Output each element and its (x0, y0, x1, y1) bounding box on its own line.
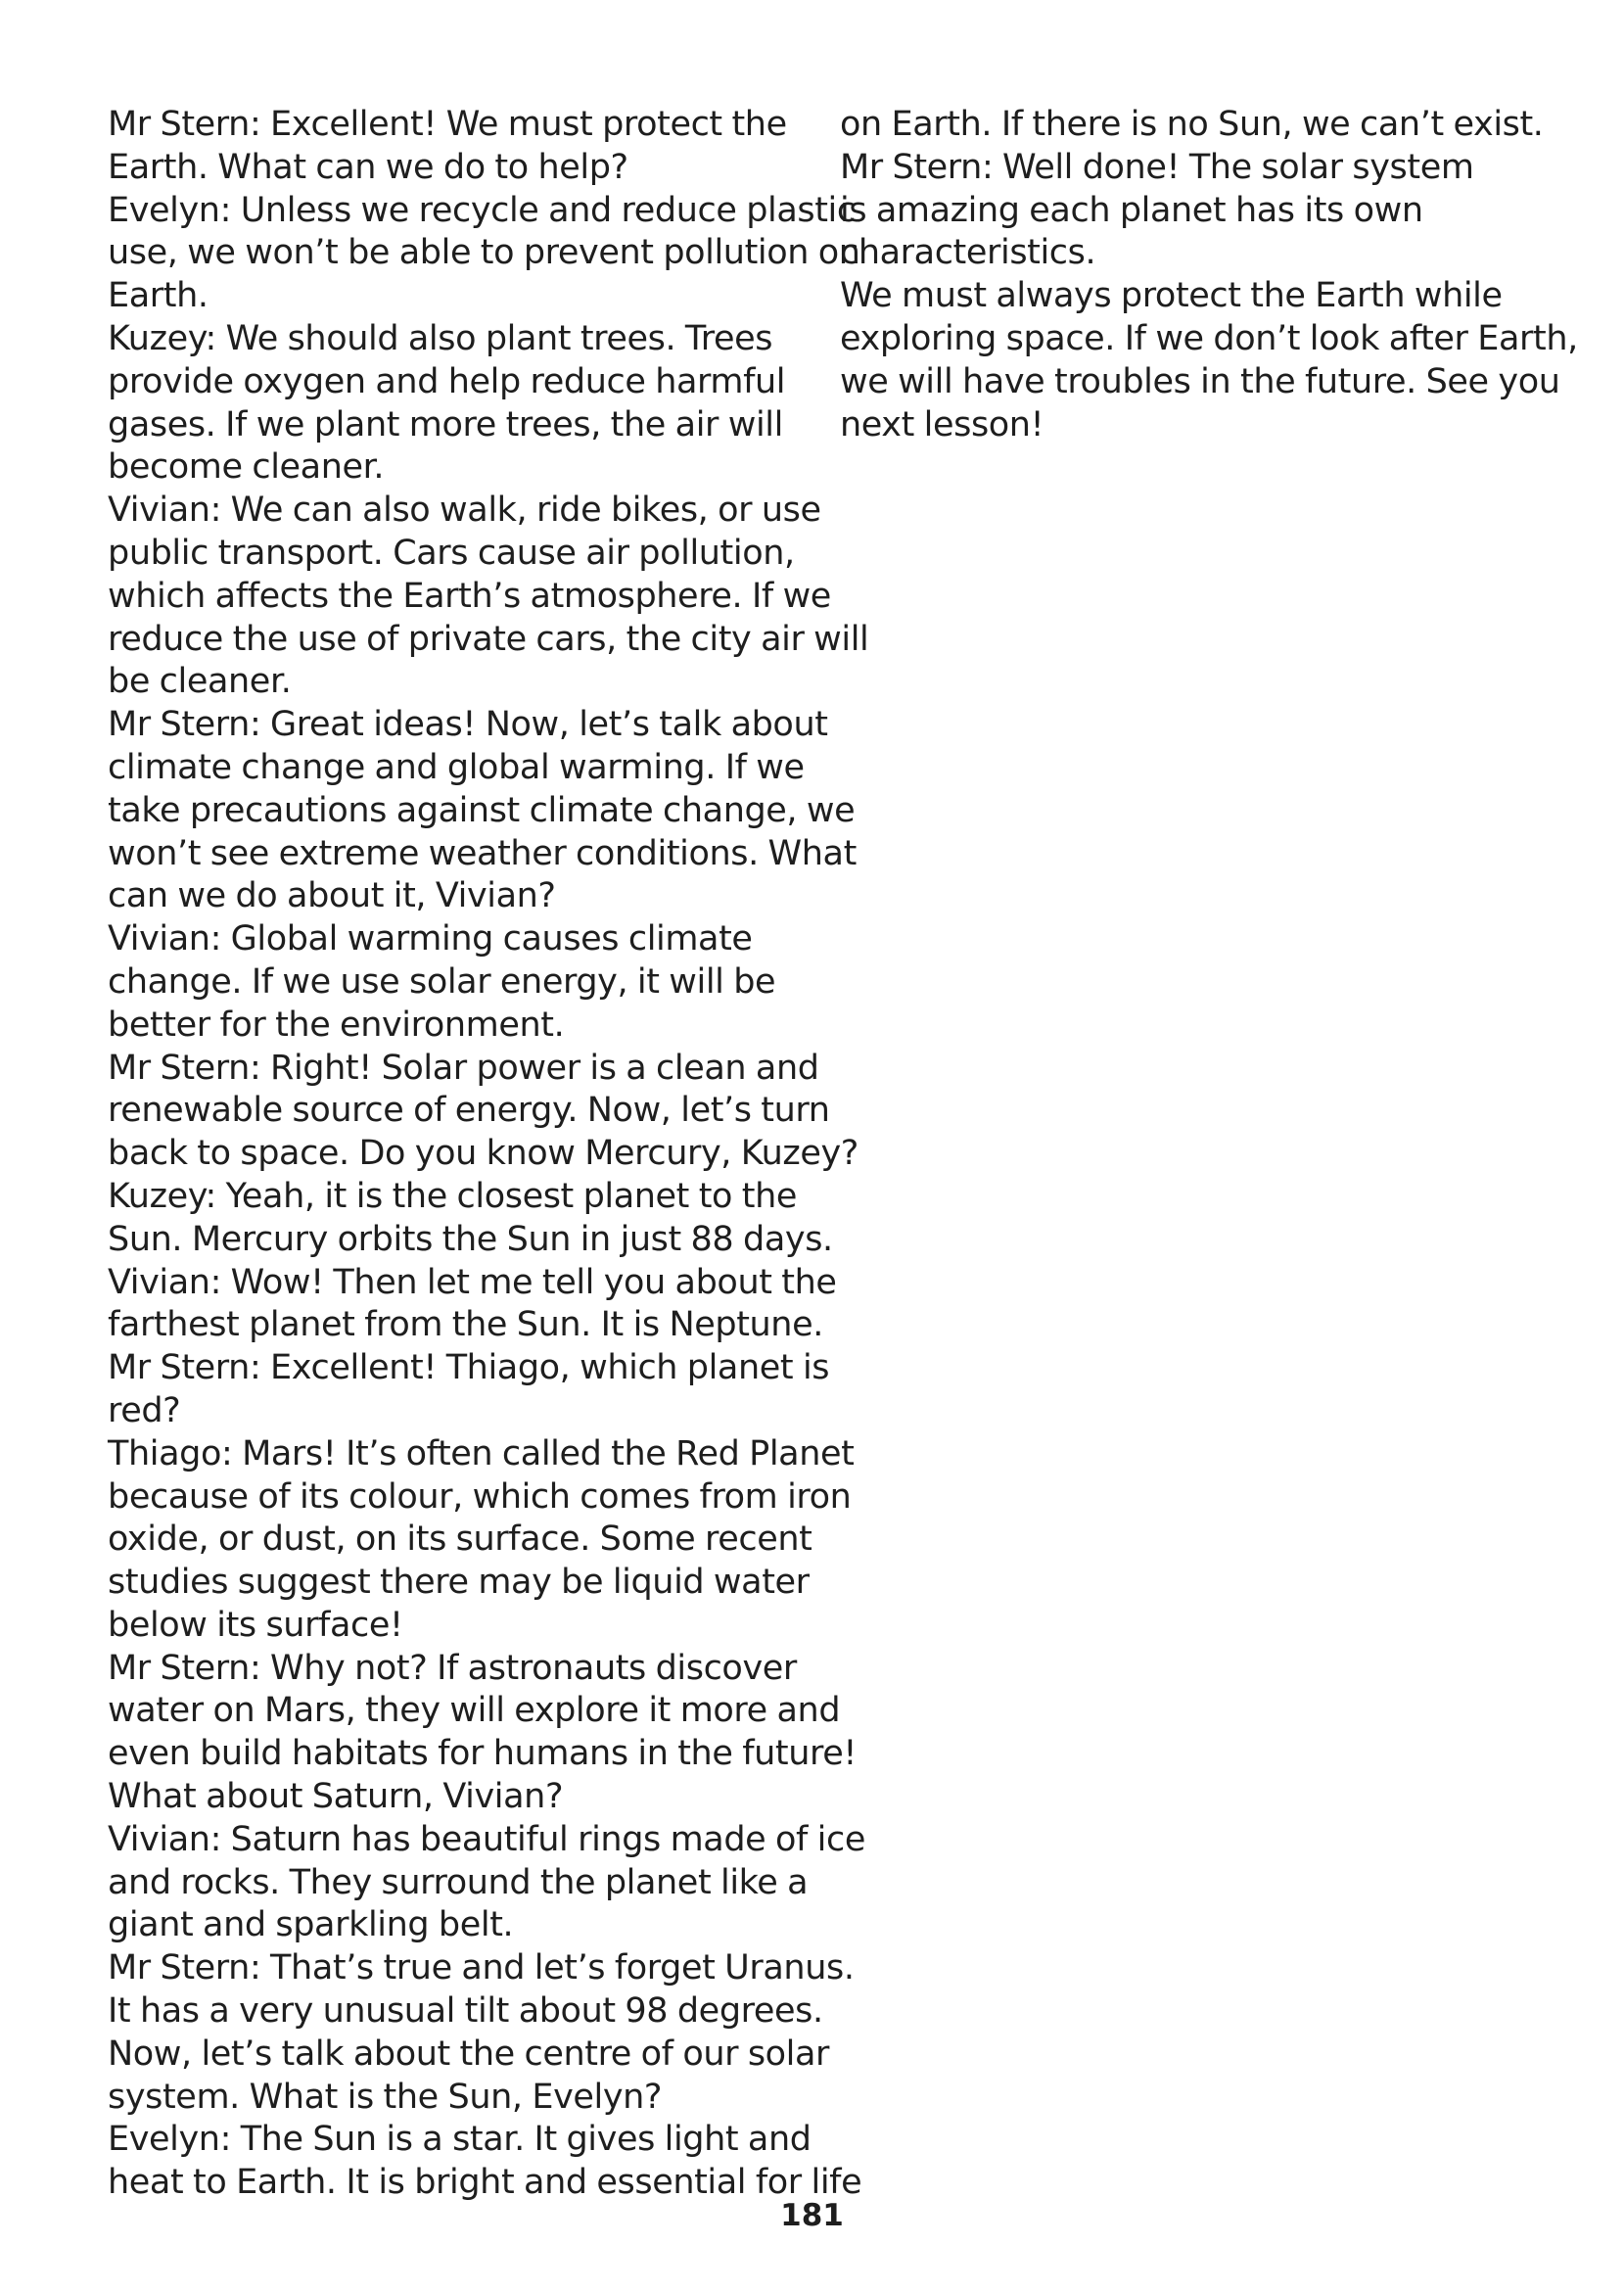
text-line: Vivian: We can also walk, ride bikes, or use (108, 491, 821, 531)
text-line: Kuzey: We should also plant trees. Trees (108, 318, 773, 358)
text-line: characteristics. (840, 233, 1096, 273)
text-line: farthest planet from the Sun. It is Neptune. (108, 1305, 823, 1345)
text-line: Kuzey: Yeah, it is the closest planet to the (108, 1176, 798, 1216)
text-line: better for the environment. (108, 1005, 565, 1045)
text-line: back to space. Do you know Mercury, Kuzey? (108, 1134, 858, 1174)
text-line: and rocks. They surround the planet like a (108, 1862, 809, 1902)
text-line: renewable source of energy. Now, let’s turn (108, 1091, 830, 1131)
page-number: 181 (780, 2198, 844, 2233)
text-line: even build habitats for humans in the future! (108, 1734, 857, 1774)
text-line: we will have troubles in the future. See you (840, 361, 1560, 401)
text-line: We must always protect the Earth while (840, 276, 1503, 316)
text-line: Earth. (108, 276, 209, 316)
text-line: because of its colour, which comes from iron (108, 1476, 852, 1517)
text-line: won’t see extreme weather conditions. What (108, 833, 857, 873)
text-line: change. If we use solar energy, it will be (108, 961, 776, 1002)
text-line: which affects the Earth’s atmosphere. If we (108, 576, 831, 616)
text-line: on Earth. If there is no Sun, we can’t exist. (840, 105, 1544, 144)
text-line: next lesson! (840, 404, 1044, 444)
text-line: be cleaner. (108, 662, 292, 702)
text-line: Vivian: Saturn has beautiful rings made of ice (108, 1819, 865, 1859)
text-line: Mr Stern: Why not? If astronauts discover (108, 1648, 797, 1688)
text-line: reduce the use of private cars, the city air will (108, 619, 869, 659)
text-line: giant and sparkling belt. (108, 1905, 514, 1945)
text-line: studies suggest there may be liquid water (108, 1563, 810, 1603)
text-line: Vivian: Wow! Then let me tell you about the (108, 1262, 837, 1302)
text-line: Mr Stern: That’s true and let’s forget Uranus. (108, 1948, 855, 1988)
text-line: Vivian: Global warming causes climate (108, 919, 753, 959)
left-text-column (108, 104, 869, 2205)
text-line: oxide, or dust, on its surface. Some recent (108, 1520, 812, 1560)
text-line: become cleaner. (108, 447, 385, 488)
text-line: Mr Stern: Excellent! We must protect the (108, 105, 787, 144)
right-text-column (840, 104, 1578, 446)
text-line: Evelyn: Unless we recycle and reduce plastic (108, 190, 856, 230)
text-line: red? (108, 1390, 181, 1430)
text-line: use, we won’t be able to prevent pollution on (108, 233, 860, 273)
text-line: gases. If we plant more trees, the air will (108, 404, 783, 444)
text-line: Sun. Mercury orbits the Sun in just 88 days. (108, 1219, 833, 1259)
text-line: Earth. What can we do to help? (108, 147, 628, 187)
text-line: Mr Stern: Well done! The solar system (840, 147, 1474, 187)
text-line: Mr Stern: Great ideas! Now, let’s talk about (108, 705, 828, 745)
text-line: Evelyn: The Sun is a star. It gives light and (108, 2120, 812, 2160)
text-line: take precautions against climate change, we (108, 790, 856, 830)
text-line: system. What is the Sun, Evelyn? (108, 2077, 663, 2117)
text-line: Mr Stern: Right! Solar power is a clean and (108, 1048, 819, 1088)
text-line: public transport. Cars cause air pollution, (108, 533, 795, 573)
text-line: below its surface! (108, 1605, 403, 1645)
text-line: provide oxygen and help reduce harmful (108, 361, 786, 401)
text-line: What about Saturn, Vivian? (108, 1777, 564, 1817)
text-line: water on Mars, they will explore it more and (108, 1691, 841, 1731)
text-line: It has a very unusual tilt about 98 degrees. (108, 1991, 823, 2032)
text-line: climate change and global warming. If we (108, 747, 805, 787)
text-line: Mr Stern: Excellent! Thiago, which planet is (108, 1348, 830, 1388)
text-line: Now, let’s talk about the centre of our solar (108, 2034, 830, 2074)
text-line: heat to Earth. It is bright and essential for life (108, 2163, 862, 2203)
text-line: can we do about it, Vivian? (108, 876, 556, 916)
text-line: is amazing each planet has its own (840, 190, 1423, 230)
text-line: Thiago: Mars! It’s often called the Red Planet (108, 1433, 855, 1473)
text-line: exploring space. If we don’t look after Earth, (840, 318, 1578, 358)
